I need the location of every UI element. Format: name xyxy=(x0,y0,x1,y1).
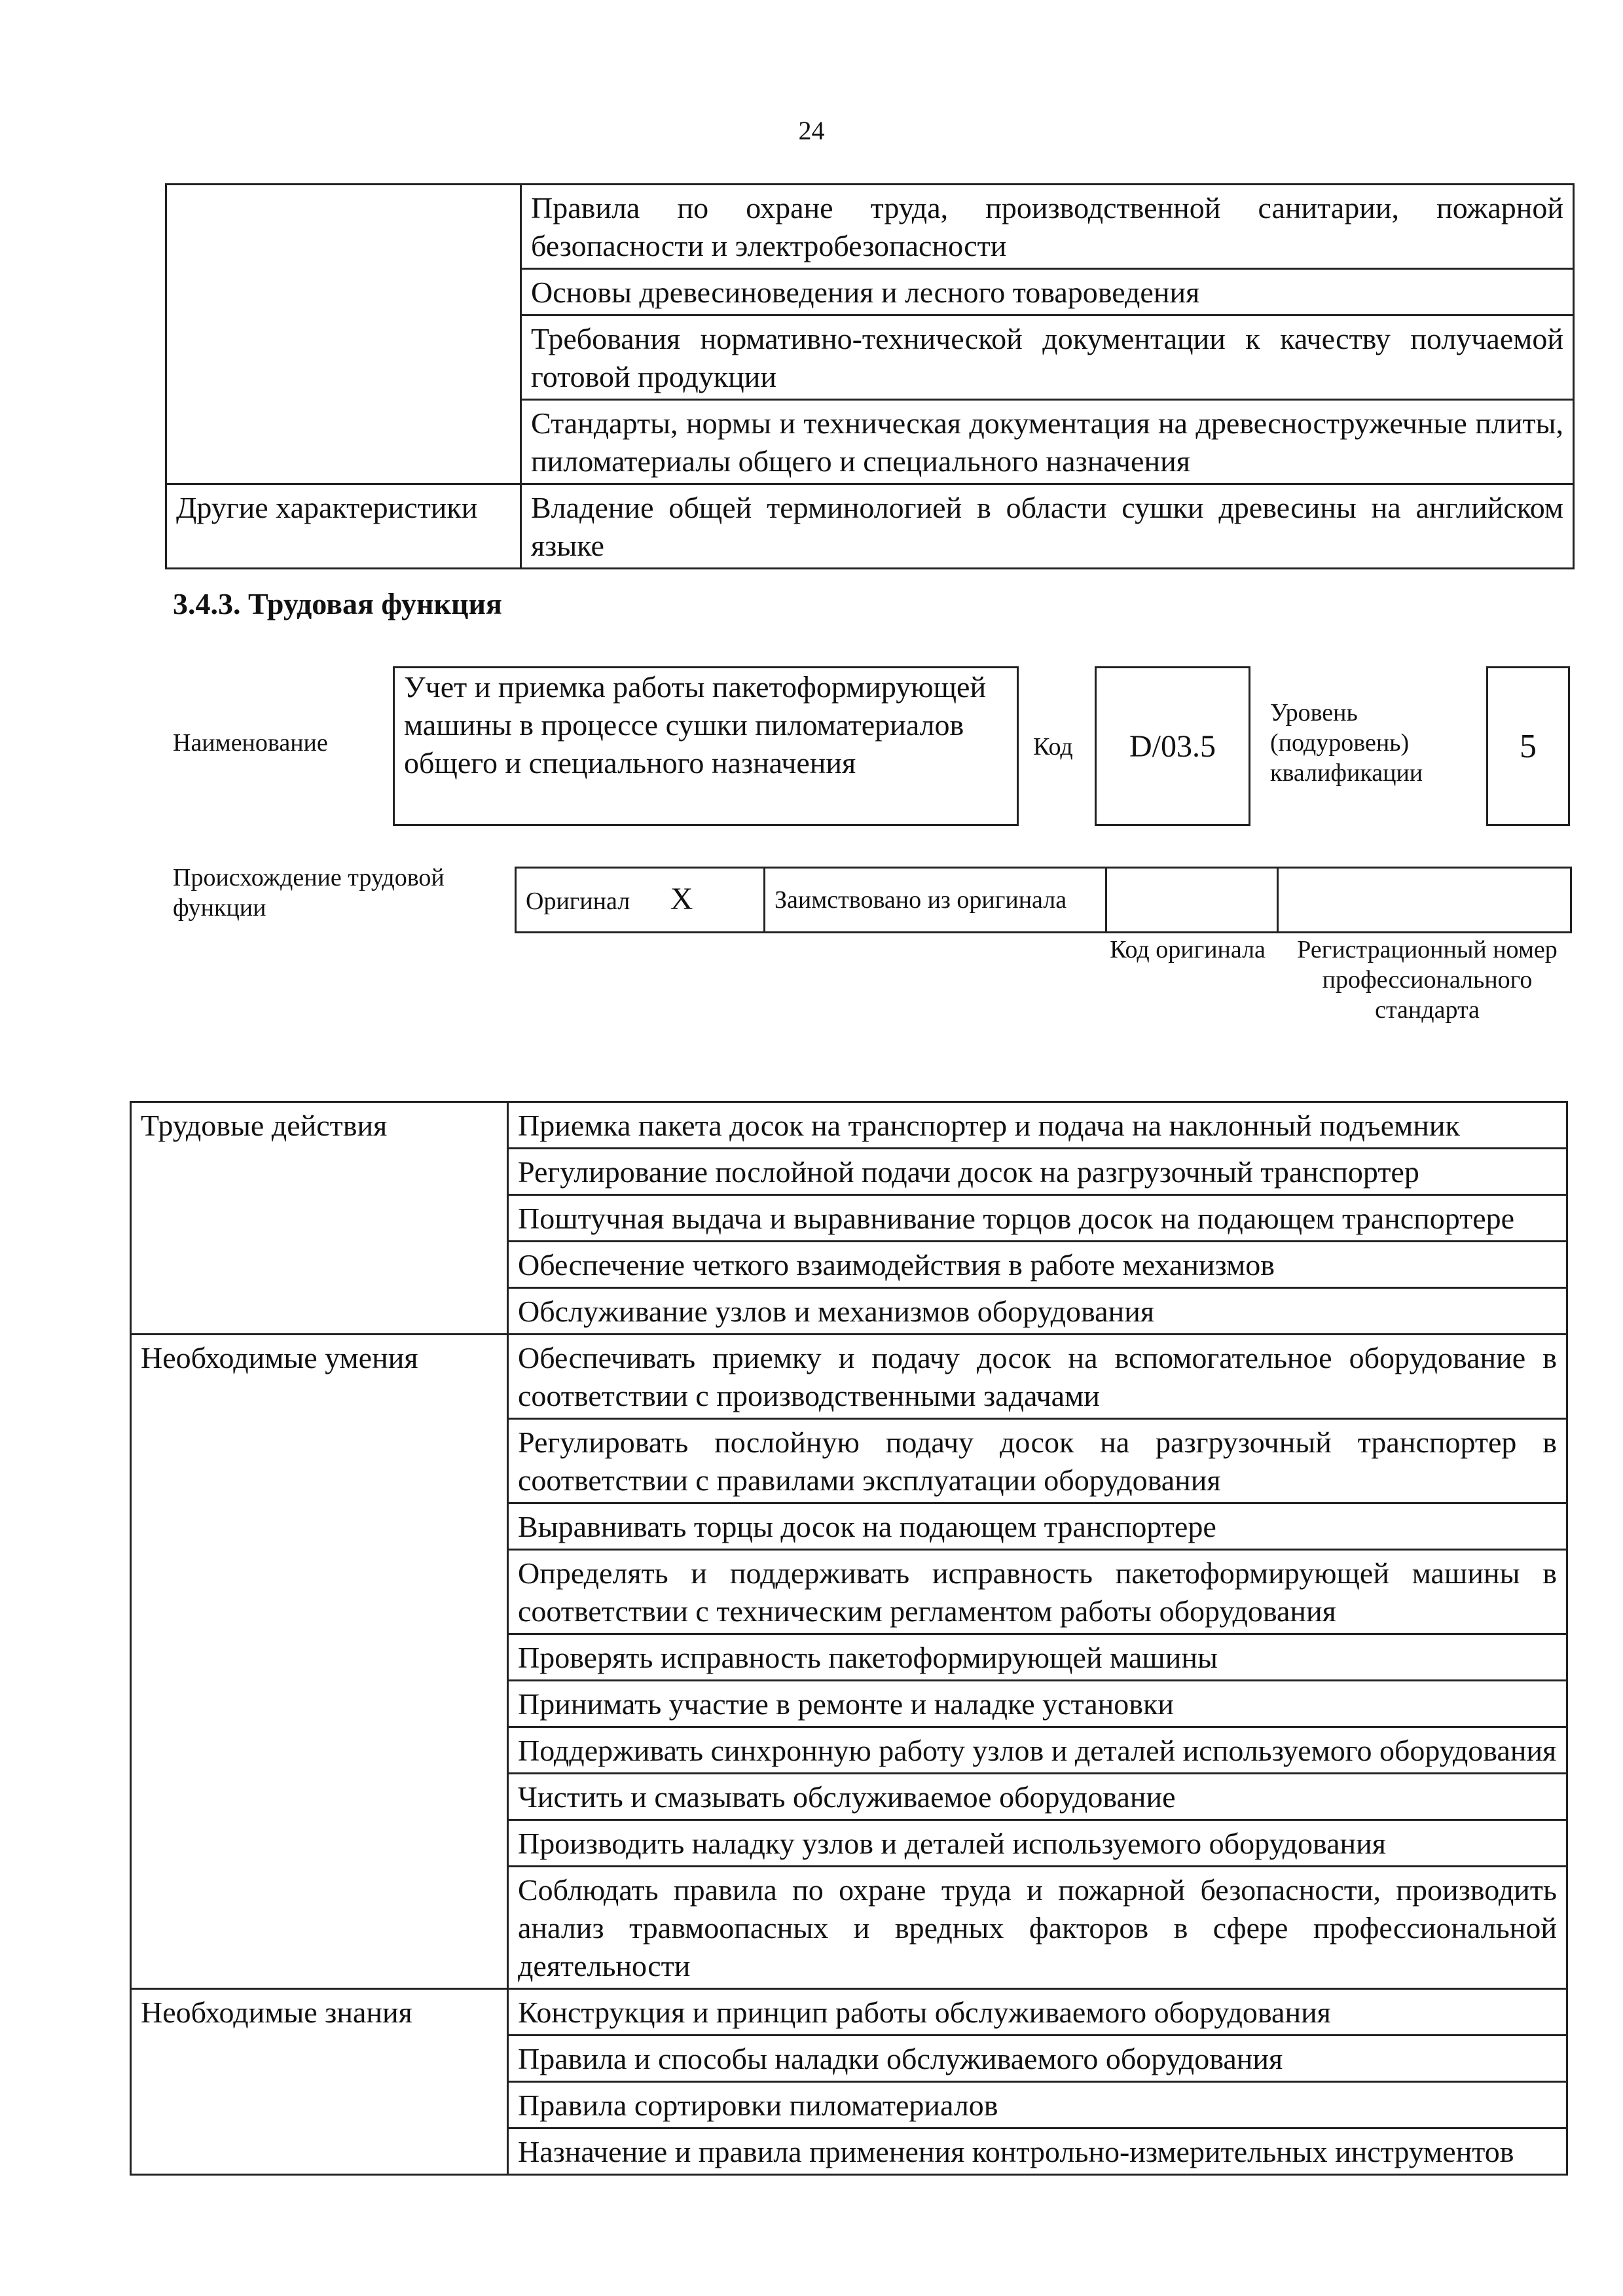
table-cell: Приемка пакета досок на транспортер и подача на наклонный подъемник xyxy=(508,1102,1567,1149)
main-table xyxy=(130,1101,1568,2176)
table-cell: Выравнивать торцы досок на подающем транспортере xyxy=(508,1503,1567,1550)
name-label: Наименование xyxy=(173,729,328,757)
origin-table xyxy=(515,867,1572,933)
table-cell: Поштучная выдача и выравнивание торцов досок на подающем транспортере xyxy=(508,1195,1567,1242)
origin-label: Происхождение трудовой функции xyxy=(173,864,445,922)
table-cell: Правила сортировки пиломатериалов xyxy=(508,2082,1567,2128)
table-cell: Правила и способы наладки обслуживаемого оборудования xyxy=(508,2036,1567,2082)
function-name-box: Учет и приемка работы пакетоформирующей машины в процессе сушки пиломатериалов общего и специального назначения xyxy=(393,666,1019,826)
original-cell xyxy=(516,868,765,933)
table-row xyxy=(516,868,1571,933)
table-row xyxy=(166,185,1574,269)
table-cell: Обеспечение четкого взаимодействия в работе механизмов xyxy=(508,1242,1567,1288)
section-title: 3.4.3. Трудовая функция xyxy=(173,587,502,620)
code-original-caption: Код оригинала xyxy=(1110,936,1266,963)
top-table xyxy=(165,183,1575,569)
page-number: 24 xyxy=(798,116,825,145)
table-cell: Принимать участие в ремонте и наладке установки xyxy=(508,1681,1567,1727)
original-label: Оригинал xyxy=(526,887,630,915)
table-cell: Регулировать послойную подачу досок на разгрузочный транспортер в соответствии с правилами эксплуатации оборудования xyxy=(508,1419,1567,1503)
table-cell: Стандарты, нормы и техническая документация на древесностружечные плиты, пиломатериалы общего и специального назначения xyxy=(521,400,1574,484)
table-cell: Конструкция и принцип работы обслуживаемого оборудования xyxy=(508,1989,1567,2036)
table-cell: Правила по охране труда, производственной санитарии, пожарной безопасности и электробезопасности xyxy=(521,185,1574,269)
code-label: Код xyxy=(1033,733,1073,761)
empty-label-cell xyxy=(166,185,521,484)
table-cell: Проверять исправность пакетоформирующей машины xyxy=(508,1634,1567,1681)
table-cell: Назначение и правила применения контрольно-измерительных инструментов xyxy=(508,2128,1567,2175)
reg-number-cell xyxy=(1278,868,1571,933)
table-cell: Требования нормативно-технической документации к качеству получаемой готовой продукции xyxy=(521,315,1574,400)
table-row xyxy=(131,1989,1567,2036)
table-cell: Соблюдать правила по охране труда и пожарной безопасности, производить анализ травмоопасных и вредных факторов в сфере профессиональной деятельности xyxy=(508,1867,1567,1989)
table-cell: Владение общей терминологией в области сушки древесины на английском языке xyxy=(521,484,1574,569)
row-label: Другие характеристики xyxy=(166,484,521,569)
table-cell: Основы древесиноведения и лесного товароведения xyxy=(521,269,1574,315)
table-row xyxy=(166,484,1574,569)
group-label: Необходимые знания xyxy=(131,1989,508,2175)
group-label: Необходимые умения xyxy=(131,1335,508,1989)
table-cell: Регулирование послойной подачи досок на разгрузочный транспортер xyxy=(508,1149,1567,1195)
table-cell: Чистить и смазывать обслуживаемое оборудование xyxy=(508,1774,1567,1820)
table-cell: Поддерживать синхронную работу узлов и деталей используемого оборудования xyxy=(508,1727,1567,1774)
group-label: Трудовые действия xyxy=(131,1102,508,1335)
table-row xyxy=(131,1335,1567,1419)
borrowed-cell: Заимствовано из оригинала xyxy=(765,868,1106,933)
reg-number-caption: Регистрационный номер профессионального стандарта xyxy=(1297,936,1558,1024)
table-row xyxy=(131,1102,1567,1149)
table-cell: Определять и поддерживать исправность пакетоформирующей машины в соответствии с техническим регламентом работы оборудования xyxy=(508,1550,1567,1634)
table-cell: Производить наладку узлов и деталей используемого оборудования xyxy=(508,1820,1567,1867)
level-value-box: 5 xyxy=(1486,666,1570,826)
table-cell: Обслуживание узлов и механизмов оборудования xyxy=(508,1288,1567,1335)
level-label: Уровень (подуровень) квалификации xyxy=(1270,699,1423,787)
original-mark: X xyxy=(670,881,693,916)
table-cell: Обеспечивать приемку и подачу досок на вспомогательное оборудование в соответствии с производственными задачами xyxy=(508,1335,1567,1419)
code-value-box: D/03.5 xyxy=(1095,666,1250,826)
original-code-cell xyxy=(1106,868,1278,933)
